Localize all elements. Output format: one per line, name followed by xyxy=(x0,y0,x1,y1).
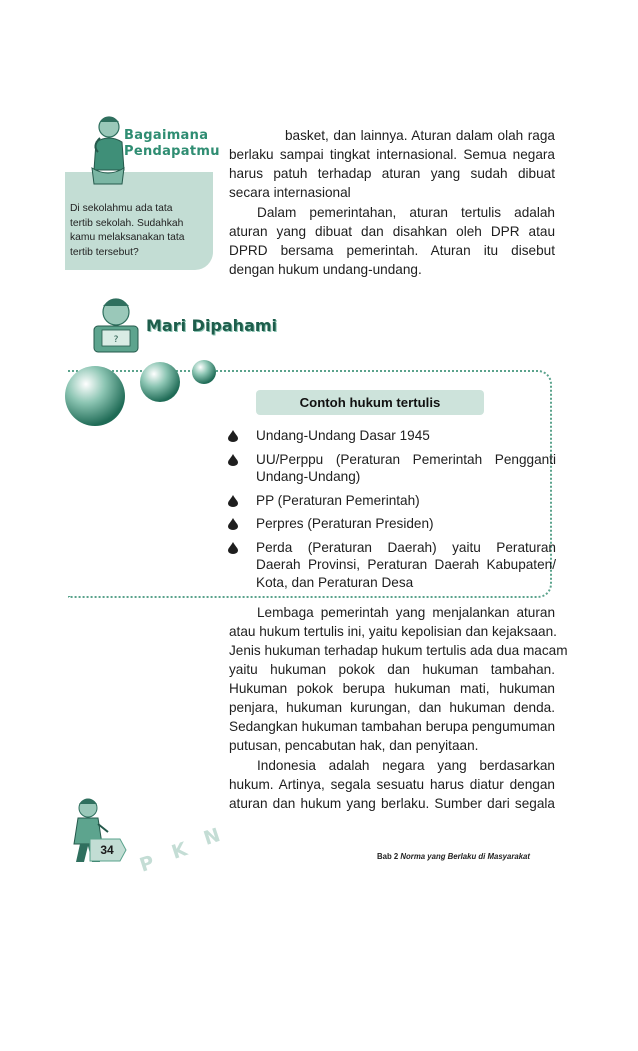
text-line: hukum. Artinya, segala sesuatu harus diatur dengan xyxy=(229,777,555,792)
text-line: dengan hukum undang-undang. xyxy=(229,262,422,277)
sidebar-question-line: kamu melaksanakan tata xyxy=(70,232,185,244)
list-item-line: PP (Peraturan Pemerintah) xyxy=(256,492,420,508)
body-paragraph-2 xyxy=(229,756,555,813)
text-line: Hukuman pokok berupa hukuman mati, hukuman xyxy=(229,681,555,696)
sidebar-question-line: tertib tersebut? xyxy=(70,246,139,258)
section-title: Mari Dipahami xyxy=(146,316,278,335)
list-item-line: Daerah Provinsi, Peraturan Daerah Kabupaten/ xyxy=(256,557,556,572)
text-line: berlaku sampai tingkat internasional. Semua negara xyxy=(229,147,555,162)
text-line: harus patuh terhadap aturan yang sudah dibuat xyxy=(229,166,555,181)
bullet-drop-icon xyxy=(228,430,238,442)
text-line: secara internasional xyxy=(229,185,351,200)
pkn-letter-n: N xyxy=(200,824,223,850)
bullet-drop-icon xyxy=(228,542,238,554)
list-item-line: UU/Perppu (Peraturan Pemerintah Pengganti xyxy=(256,451,556,467)
pkn-letter-k: K xyxy=(168,838,190,864)
sidebar-heading-line2: Pendapatmu xyxy=(124,144,220,159)
examples-box-title: Contoh hukum tertulis xyxy=(256,390,484,415)
text-line: Dalam pemerintahan, aturan tertulis adalah xyxy=(257,205,555,220)
list-item-line: Undang-Undang Dasar 1945 xyxy=(256,428,430,443)
chapter-title: Norma yang Berlaku di Masyarakat xyxy=(400,852,530,861)
text-line: atau hukum tertulis ini, yaitu kepolisian dan kejaksaan. xyxy=(229,624,557,639)
examples-list xyxy=(228,427,556,597)
text-line: aturan yang dibuat dan disahkan oleh DPR atau xyxy=(229,224,555,239)
chapter-prefix: Bab 2 xyxy=(377,852,399,861)
intro-paragraph-2 xyxy=(229,203,555,279)
reading-child-icon xyxy=(88,296,144,358)
sidebar-question-line: tertib sekolah. Sudahkah xyxy=(70,217,184,229)
text-line: penjara, hukuman kurungan, dan hukuman denda. xyxy=(229,700,555,715)
list-item xyxy=(228,539,556,592)
text-line: yaitu hukuman pokok dan hukuman tambahan. xyxy=(229,662,555,677)
svg-text:?: ? xyxy=(113,335,119,345)
sidebar-heading-line1: Bagaimana xyxy=(124,128,209,143)
text-line: Jenis hukuman terhadap hukum tertulis ada dua macam xyxy=(229,643,568,658)
sidebar-question xyxy=(70,202,210,260)
list-item-line: Perda (Peraturan Daerah) yaitu Peraturan xyxy=(256,539,556,555)
teal-sphere-icon xyxy=(62,352,232,432)
text-line: Indonesia adalah negara yang berdasarkan xyxy=(257,758,555,773)
list-item xyxy=(228,427,556,445)
bullet-drop-icon xyxy=(228,495,238,507)
chapter-footer xyxy=(377,852,530,861)
bullet-drop-icon xyxy=(228,454,238,466)
list-item xyxy=(228,492,556,510)
page-number: 34 xyxy=(100,843,114,857)
text-line: Lembaga pemerintah yang menjalankan aturan xyxy=(257,605,555,620)
list-item-line: Kota, dan Peraturan Desa xyxy=(256,574,414,590)
pkn-letter-p: P xyxy=(136,851,157,877)
text-line: basket, dan lainnya. Aturan dalam olah raga xyxy=(285,128,555,143)
text-line: putusan, pencabutan hak, dan penyitaan. xyxy=(229,738,479,753)
text-line: DPRD bersama pemerintah. Aturan itu disebut xyxy=(229,243,555,258)
body-paragraph-1 xyxy=(229,603,568,755)
text-line: aturan dan hukum yang berlaku. Sumber dari segala xyxy=(229,796,555,811)
intro-paragraph-1 xyxy=(229,126,555,202)
bullet-drop-icon xyxy=(228,518,238,530)
list-item xyxy=(228,451,556,486)
sidebar-question-line: Di sekolahmu ada tata xyxy=(70,203,173,214)
text-line: Sedangkan hukuman tambahan berupa pengumuman xyxy=(229,719,555,734)
list-item-line: Undang-Undang) xyxy=(256,469,361,484)
thinking-child-icon xyxy=(84,112,128,192)
list-item-line: Perpres (Peraturan Presiden) xyxy=(256,516,434,531)
list-item xyxy=(228,515,556,533)
